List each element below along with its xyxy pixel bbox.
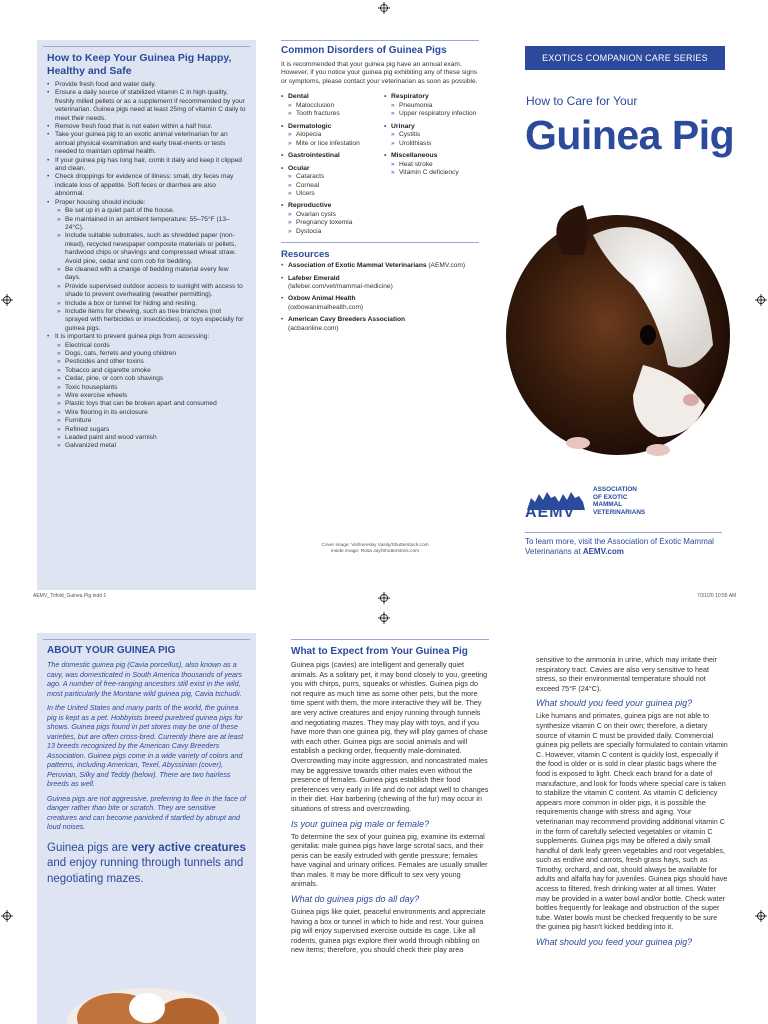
aemv-link[interactable]: AEMV.com <box>582 547 624 556</box>
list-item: » Cataracts <box>288 173 376 181</box>
expect-panel <box>291 633 489 955</box>
disorder-heading: • Dental <box>281 93 376 102</box>
housing-heading: Proper housing should include: <box>55 198 146 206</box>
list-item: » Pneumonia <box>391 102 479 110</box>
disorder-heading: • Respiratory <box>384 93 479 102</box>
keep-happy-list <box>47 81 246 451</box>
expect-paragraph: Guinea pigs (cavies) are intelligent and generally quiet animals. As a solitary pet, it may bond closely to you, greeting you with chirps, purrs, squeaks or whistles. Guinea pigs do not require as much time as some other pets, but the more time spent with them, the more interactive they will be. They are very active creatures and enjoy running through tunnels and negotiating mazes. They may play with toys, and if you have more than one guinea pig, they will play games of chase with each other. Guinea pigs are social animals and will establish a pecking order, frequently male-dominated. Overcrowding may incite aggression, and noncastrated males may be aggressive towards other males even without the presence of females. Guinea pigs establish their food preferences very early in life and do not adapt well to changes in their diet. Hair barbering (chewing of the fur) may occur in situations of stress and overcrowding. <box>291 660 489 813</box>
list-item: » Galvanized metal <box>57 442 246 450</box>
disorders-intro: It is recommended that your guinea pig have an annual exam. However, if you notice your guinea pig exhibiting any of these signs or symptoms, please contact your veterinarian as soon as possible. <box>281 61 478 85</box>
guinea-pig-photo <box>443 175 733 505</box>
day-paragraph: Guinea pigs like quiet, peaceful environments and appreciate having a box or tunnel in which to hide and rest. Your guinea pig will enjoy supervised exercise outside its cage. Like all rodents, guinea pigs explore their world through nibbling on new items; therefore, you should check their play area <box>291 907 486 955</box>
list-item: » Cedar, pine, or corn cob shavings <box>57 375 246 383</box>
resource-link[interactable]: (AEMV.com) <box>428 262 466 270</box>
list-item: » Include a box or tunnel for hiding and resting. <box>57 300 246 308</box>
disorder-heading: • Gastrointestinal <box>281 152 376 161</box>
quote-emphasis: very active creatures <box>131 841 246 854</box>
feeding-paragraph: sensitive to the ammonia in urine, which may irritate their respiratory tract. Cavies are also very sensitive to heat stress, so their environmental temperature should not exceed 75°F (24°C). <box>536 655 717 693</box>
divider <box>43 639 250 640</box>
resource-name: Association of Exotic Mammal Veterinarians <box>288 262 427 270</box>
list-item: » Include suitable substrates, such as shredded paper (non-inked), recycled newspaper composite materials or pellets, hardwood chips or shavings and compressed wheat straw. Avoid pine, cedar and corn cob for bedding. <box>57 232 246 266</box>
quote-part: Guinea pigs are <box>47 841 132 854</box>
list-item: » Wire exercise wheels <box>57 392 246 400</box>
resources-title: Resources <box>281 249 330 261</box>
registration-mark-icon <box>378 2 390 14</box>
registration-mark-icon <box>378 612 390 624</box>
disorder-group <box>281 202 376 236</box>
feed-question: What should you feed your guinea pig? <box>536 937 693 948</box>
list-item: • Remove fresh food that is not eaten within a half hour. <box>47 123 246 131</box>
learn-more-prefix: To learn more, visit the Association of Exotic Mammal Veterinarians at <box>525 537 714 556</box>
disorder-heading: • Urinary <box>384 123 479 132</box>
feeding-panel <box>536 655 729 950</box>
resource-link[interactable]: (oxbowanimalhealth.com) <box>288 303 364 311</box>
list-item: » Include items for chewing, such as tree branches (not sprayed with herbicides or insecticides), or toys especially for guinea pigs. <box>57 308 246 333</box>
aemv-line: MAMMAL <box>593 501 623 509</box>
disorder-group <box>281 165 376 199</box>
feed-question: What should you feed your guinea pig? <box>536 698 693 709</box>
resource-name: Lafeber Emerald <box>288 274 340 282</box>
list-item <box>47 333 246 451</box>
list-item: » Furniture <box>57 417 246 425</box>
list-item: » Ulcers <box>288 190 376 198</box>
prevent-list <box>55 342 246 451</box>
disorder-heading: • Miscellaneous <box>384 152 479 161</box>
disorder-items <box>281 173 376 198</box>
aemv-full-name <box>593 486 645 516</box>
list-item: » Upper respiratory infection <box>391 110 479 118</box>
list-item: » Provide supervised outdoor access to sunlight with access to shade to prevent overheating (weather permitting). <box>57 283 246 300</box>
disorders-left-column <box>281 93 376 240</box>
disorder-items <box>384 131 479 148</box>
teddy-guinea-pig-photo <box>37 978 256 1024</box>
feeding-paragraph: Like humans and primates, guinea pigs are not able to synthesize vitamin C on their own; therefore, a dietary source of vitamin C must be provided daily. Commercial guinea pig pellets are specially formulated to contain vitamin C. However, vitamin C content is quickly lost, especially if the food is older or is sold in clear plastic bags where the food is exposed to light. Check each brand for a date of manufacture, and look for foods where special care is taken to stabilize the vitamin C content. As vitamin C deficiency appears more common in older pigs, it is possible the requirements change with stress and aging. Your veterinarian may recommend providing additional vitamin C in the form of carefully selected vegetables or vitamin C supplements. Guinea pigs may be offered a daily small handful of dark leafy green vegetables and root vegetables, such as endive and carrots, fresh grass hays, such as Timothy, orchard, and oat, should always be available for adults and alfalfa hay for juveniles. Guinea pigs should have access to filtered, fresh drinking water at all times. Water may be provided in a water bowl and/or bottle. Check water bottles frequently for leakage and obstruction of the super tube. Water bowls must be checked frequently to be sure the guinea pig hasn't kicked bedding into it. <box>536 711 728 932</box>
housing-list <box>55 207 246 333</box>
about-paragraph: The domestic guinea pig (Cavia porcellus), also known as a cavy, was domesticated in South America thousands of years ago. A number of free-ranging ancestors still exist in the wild, most particularly the Montane wild guinea pig, Cavia tschudii. <box>47 660 242 698</box>
divider <box>281 40 479 41</box>
list-item: » Toxic houseplants <box>57 384 246 392</box>
resource-name: Oxbow Animal Health <box>288 295 356 303</box>
disorder-items <box>281 102 376 119</box>
resource-link[interactable]: (acbaonline.com) <box>288 324 339 332</box>
list-item: • Check droppings for evidence of illness: small, dry feces may indicate loss of appetite. Soft feces or diarrhea are also abnormal. <box>47 173 246 198</box>
slug-date: 7/31/20 10:55 AM <box>697 593 737 599</box>
disorder-group <box>281 123 376 148</box>
list-item: » Refined sugars <box>57 426 246 434</box>
prevent-heading: It is important to prevent guinea pigs from accessing: <box>55 333 210 341</box>
disorder-group <box>281 152 376 161</box>
list-item: » Be maintained in an ambient temperature: 55–75°F (13–24°C). <box>57 216 246 233</box>
about-paragraph: In the United States and many parts of the world, the guinea pig is kept as a pet. Hobbyists breed purebred guinea pigs for shows. Guinea pigs found in pet stores may be one of these varieties, but are often cross-bred. Currently there are at least 13 breeds recognized by the American Cavy Breeders Association. Guinea pigs come in a wide variety of colors and patterns, including American, Texel, Abyssinian (cover), Peruvian, Silky and Teddy (below). There are two hairless breeds as well. <box>47 703 244 788</box>
registration-mark-icon <box>1 294 13 306</box>
list-item: • Provide fresh food and water daily. <box>47 81 246 89</box>
list-item: » Be cleaned with a change of bedding material every few days. <box>57 266 246 283</box>
series-banner: EXOTICS COMPANION CARE SERIES <box>525 46 725 70</box>
resource-link[interactable]: (lafeber.com/vet/mammal-medicine) <box>288 283 393 291</box>
inside-credit: Inside image: Rosa Jay/Shutterstock.com <box>330 549 420 554</box>
registration-mark-icon <box>378 592 390 604</box>
disorder-heading: • Reproductive <box>281 202 376 211</box>
about-title: ABOUT YOUR GUINEA PIG <box>47 645 176 656</box>
registration-mark-icon <box>755 910 767 922</box>
disorder-items <box>281 131 376 148</box>
list-item: » Pregnancy toxemia <box>288 219 376 227</box>
disorder-group <box>384 152 479 177</box>
list-item: » Electrical cords <box>57 342 246 350</box>
day-question: What do guinea pigs do all day? <box>291 894 420 905</box>
disorder-heading: • Ocular <box>281 165 376 174</box>
aemv-line: OF EXOTIC <box>593 493 628 501</box>
disorder-group <box>384 93 479 118</box>
cover-title: Guinea Pig <box>525 112 735 158</box>
list-item: » Tooth fractures <box>288 110 376 118</box>
quote-part: and enjoy running through tunnels and negotiating mazes. <box>47 857 244 885</box>
divider <box>43 46 250 47</box>
disorder-heading: • Dermatologic <box>281 123 376 132</box>
about-panel <box>37 633 256 1024</box>
registration-mark-icon <box>755 294 767 306</box>
disorder-group <box>384 123 479 148</box>
list-item: » Mite or lice infestation <box>288 140 376 148</box>
aemv-acronym: AEMV <box>525 504 576 521</box>
list-item: » Urolithiasis <box>391 140 479 148</box>
pull-quote <box>47 841 246 888</box>
list-item: » Tobacco and cigarette smoke <box>57 367 246 375</box>
divider <box>291 639 489 640</box>
disorder-group <box>281 93 376 118</box>
registration-mark-icon <box>1 910 13 922</box>
keep-happy-title: How to Keep Your Guinea Pig Happy, Healthy and Safe <box>47 52 232 77</box>
resource-name: American Cavy Breeders Association <box>288 316 406 324</box>
keep-happy-panel <box>37 40 256 590</box>
list-item: » Dogs, cats, ferrets and young children <box>57 350 246 358</box>
learn-more-text <box>525 537 725 557</box>
list-item: » Heat stroke <box>391 161 479 169</box>
sex-question: Is your guinea pig male or female? <box>291 818 430 829</box>
list-item: » Vitamin C deficiency <box>391 169 479 177</box>
list-item: » Malocclusion <box>288 102 376 110</box>
list-item: • If your guinea pig has long hair, comb it daily and keep it clipped and clean. <box>47 157 246 174</box>
list-item: • Ensure a daily source of stabilized vitamin C in high quality, freshly milled pellets or as a supplement if recommended by your veterinarian. Guinea pigs need at least 25mg of vitamin C daily to meet their needs. <box>47 89 246 123</box>
list-item: » Ovarian cysts <box>288 211 376 219</box>
list-item: » Be set up in a quiet part of the house. <box>57 207 246 215</box>
list-item: » Cystitis <box>391 131 479 139</box>
disorder-items <box>281 211 376 236</box>
cover-panel <box>503 40 743 600</box>
about-paragraph: Guinea pigs are not aggressive, preferring to flee in the face of danger rather than bite or scratch. They are sensitive creatures and can become panicked if startled by abrupt and loud noises. <box>47 793 246 831</box>
sex-paragraph: To determine the sex of your guinea pig, examine its external genitalia: male guinea pigs have large scrotal sacs, and their penis can be easily extruded with gentle pressure; females have vaginal and urinary orifices. Females are usually smaller than males. It may be more difficult to sex very young animals. <box>291 831 488 889</box>
disorder-items <box>384 102 479 119</box>
list-item: • Take your guinea pig to an exotic animal veterinarian for an annual physical examination and early treat-ments or tests needed to maintain optimal health. <box>47 131 246 156</box>
slug-filename: AEMV_Trifold_Guinea Pig.indd 1 <box>33 593 107 599</box>
disorders-title: Common Disorders of Guinea Pigs <box>281 45 447 56</box>
list-item <box>47 199 246 334</box>
cover-subtitle: How to Care for Your <box>526 94 638 108</box>
aemv-logo <box>525 480 725 520</box>
list-item: » Wire flooring in its enclosure <box>57 409 246 417</box>
list-item: » Dystocia <box>288 228 376 236</box>
divider <box>525 532 722 533</box>
list-item: » Leaded paint and wood varnish <box>57 434 246 442</box>
list-item: » Plastic toys that can be broken apart and consumed <box>57 400 246 408</box>
list-item: » Alopecia <box>288 131 376 139</box>
list-item: » Pesticides and other toxins <box>57 358 246 366</box>
aemv-line: VETERINARIANS <box>593 508 646 516</box>
list-item: » Corneal <box>288 182 376 190</box>
cover-credit: Cover image: Vishnevskiy Vasily/Shutterstock.com <box>321 543 429 548</box>
aemv-line: ASSOCIATION <box>593 486 637 493</box>
expect-title: What to Expect from Your Guinea Pig <box>291 646 468 657</box>
image-credits <box>300 543 450 555</box>
